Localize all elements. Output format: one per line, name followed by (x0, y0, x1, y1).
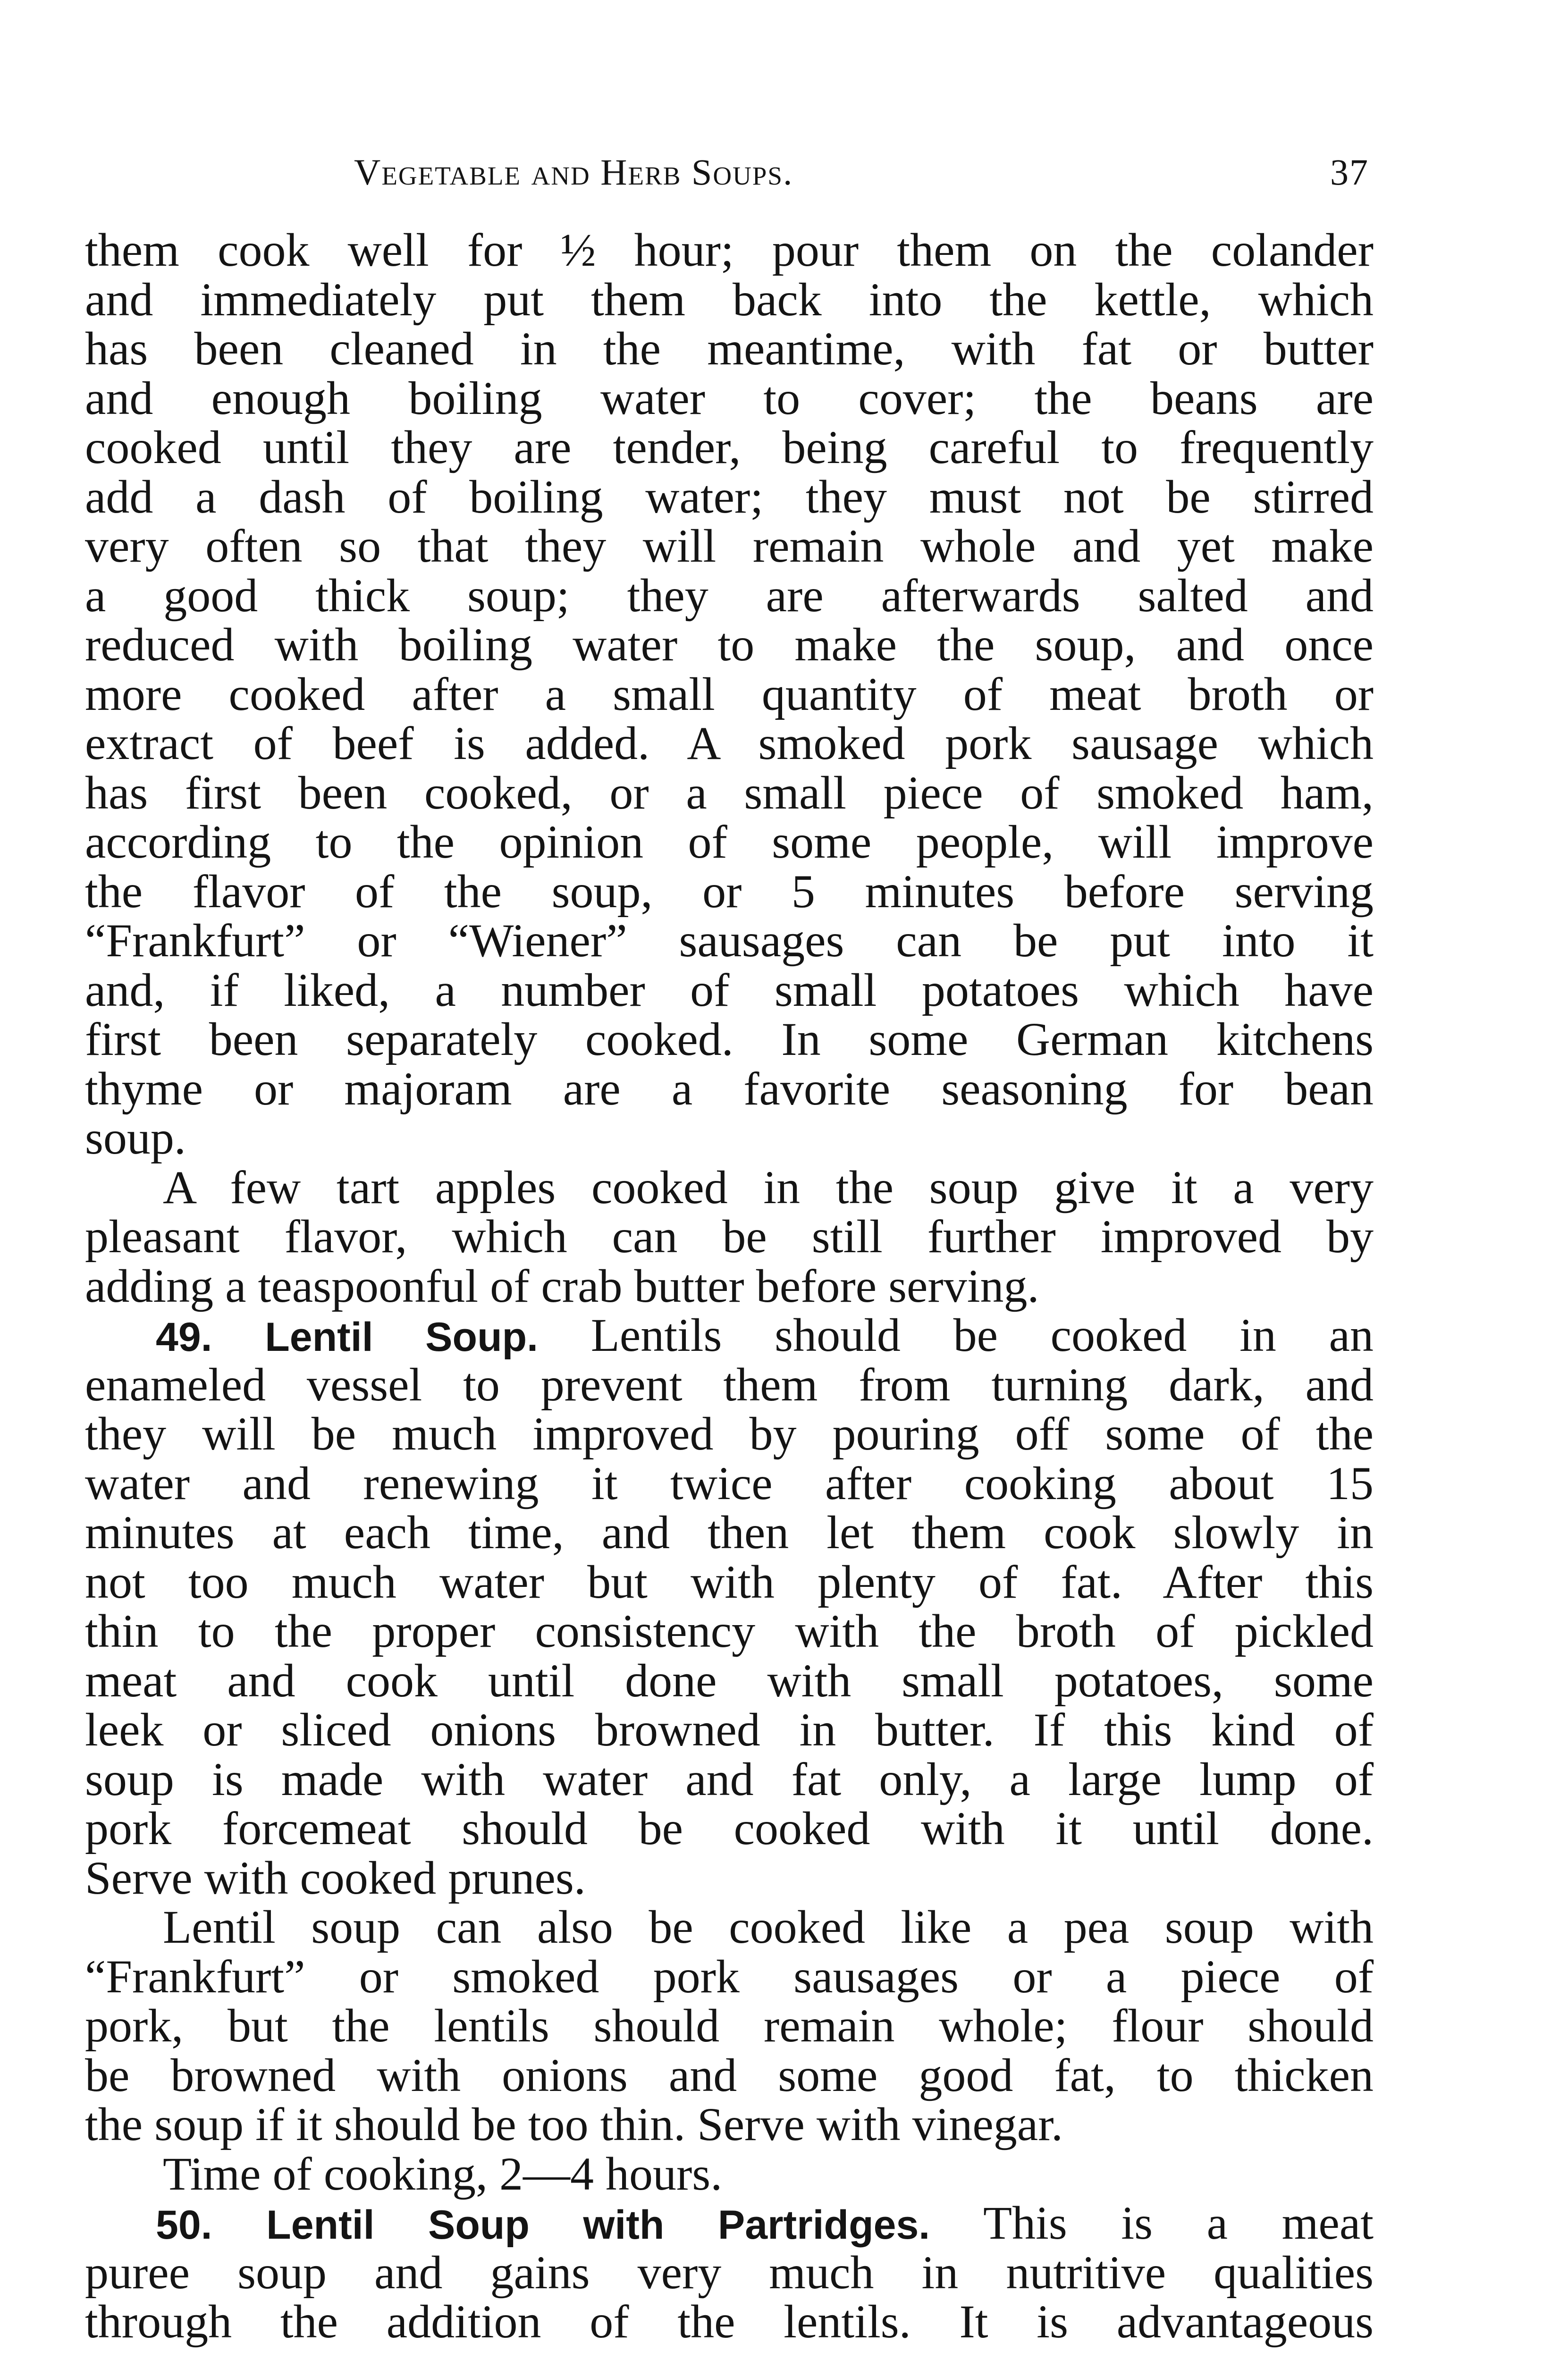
text-line: reduced with boiling water to make the soup, and once (85, 618, 1374, 671)
recipe-heading-line (85, 2199, 1374, 2248)
recipe-number: 49. (156, 1315, 212, 1360)
text-line: has been cleaned in the meantime, with fat or butter (85, 322, 1374, 375)
text-line: thin to the proper consistency with the broth of pickled (85, 1605, 1374, 1657)
text-line: pork forcemeat should be cooked with it until done. (85, 1802, 1374, 1854)
text-line: A few tart apples cooked in the soup give it a very (163, 1161, 1374, 1214)
text-line: soup. (85, 1112, 186, 1164)
text-line: according to the opinion of some people, will improve (85, 816, 1374, 868)
recipe-number: 50. (156, 2202, 212, 2248)
running-header (354, 151, 1369, 208)
recipe-title: Lentil Soup. (265, 1315, 539, 1360)
text-line: and, if liked, a number of small potatoes which have (85, 963, 1374, 1016)
text-line: Lentil soup can also be cooked like a pea soup with (163, 1901, 1374, 1953)
text-line: first been separately cooked. In some German kitchens (85, 1013, 1374, 1065)
text-fragment: Lentils should be cooked in an (590, 1309, 1374, 1361)
text-line: and enough boiling water to cover; the beans are (85, 371, 1374, 424)
cooking-time: Time of cooking, 2—4 hours. (163, 2147, 723, 2200)
text-line: pork, but the lentils should remain whole; flour should (85, 1999, 1374, 2052)
recipe-heading-line (85, 1311, 1374, 1360)
text-line: more cooked after a small quantity of meat broth or (85, 667, 1374, 720)
text-line: through the addition of the lentils. It is advantageous (85, 2295, 1374, 2348)
text-line: enameled vessel to prevent them from turning dark, and (85, 1358, 1374, 1411)
text-fragment: This is a meat (983, 2197, 1374, 2249)
page-body (85, 226, 1374, 2347)
text-line: cooked until they are tender, being careful to frequently (85, 421, 1374, 473)
text-line: “Frankfurt” or “Wiener” sausages can be put into it (85, 914, 1374, 967)
text-line: thyme or majoram are a favorite seasoning for bean (85, 1062, 1374, 1115)
text-line: extract of beef is added. A smoked pork sausage which (85, 717, 1374, 769)
text-line: add a dash of boiling water; they must not be stirred (85, 470, 1374, 523)
paragraph-bean-soup-continued (85, 226, 1374, 1163)
text-line: the flavor of the soup, or 5 minutes before serving (85, 865, 1374, 918)
text-line: them cook well for ½ hour; pour them on the colander (85, 224, 1374, 276)
recipe-50-lentil-soup-partridges (85, 2199, 1374, 2347)
text-line: leek or sliced onions browned in butter. If this kind of (85, 1703, 1374, 1756)
recipe-title: Lentil Soup with Partridges. (266, 2202, 930, 2248)
recipe-49-lentil-soup (85, 1311, 1374, 1903)
text-line: meat and cook until done with small potatoes, some (85, 1654, 1374, 1707)
text-line: Serve with cooked prunes. (85, 1851, 586, 1904)
text-line: the soup if it should be too thin. Serve with vinegar. (85, 2098, 1063, 2150)
text-line: soup is made with water and fat only, a large lump of (85, 1753, 1374, 1805)
text-line: and immediately put them back into the kettle, which (85, 273, 1374, 326)
running-title: Vegetable and Herb Soups. (354, 152, 793, 193)
text-line: “Frankfurt” or smoked pork sausages or a piece of (85, 1950, 1374, 2003)
text-line: they will be much improved by pouring off some of the (85, 1408, 1374, 1460)
text-line: adding a teaspoonful of crab butter before serving. (85, 1259, 1039, 1312)
text-line: has first been cooked, or a small piece of smoked ham, (85, 766, 1374, 819)
text-line: very often so that they will remain whole and yet make (85, 520, 1374, 572)
text-line: a good thick soup; they are afterwards salted and (85, 569, 1374, 622)
text-line: be browned with onions and some good fat, to thicken (85, 2048, 1374, 2101)
text-line: minutes at each time, and then let them cook slowly in (85, 1506, 1374, 1559)
text-line: pleasant flavor, which can be still further improved by (85, 1210, 1374, 1263)
page-number: 37 (1330, 152, 1369, 193)
paragraph-lentil-variation (85, 1903, 1374, 2149)
text-line: puree soup and gains very much in nutritive qualities (85, 2246, 1374, 2299)
text-line: not too much water but with plenty of fat. After this (85, 1555, 1374, 1608)
paragraph-apples (85, 1163, 1374, 1311)
text-line: water and renewing it twice after cooking about 15 (85, 1457, 1374, 1509)
